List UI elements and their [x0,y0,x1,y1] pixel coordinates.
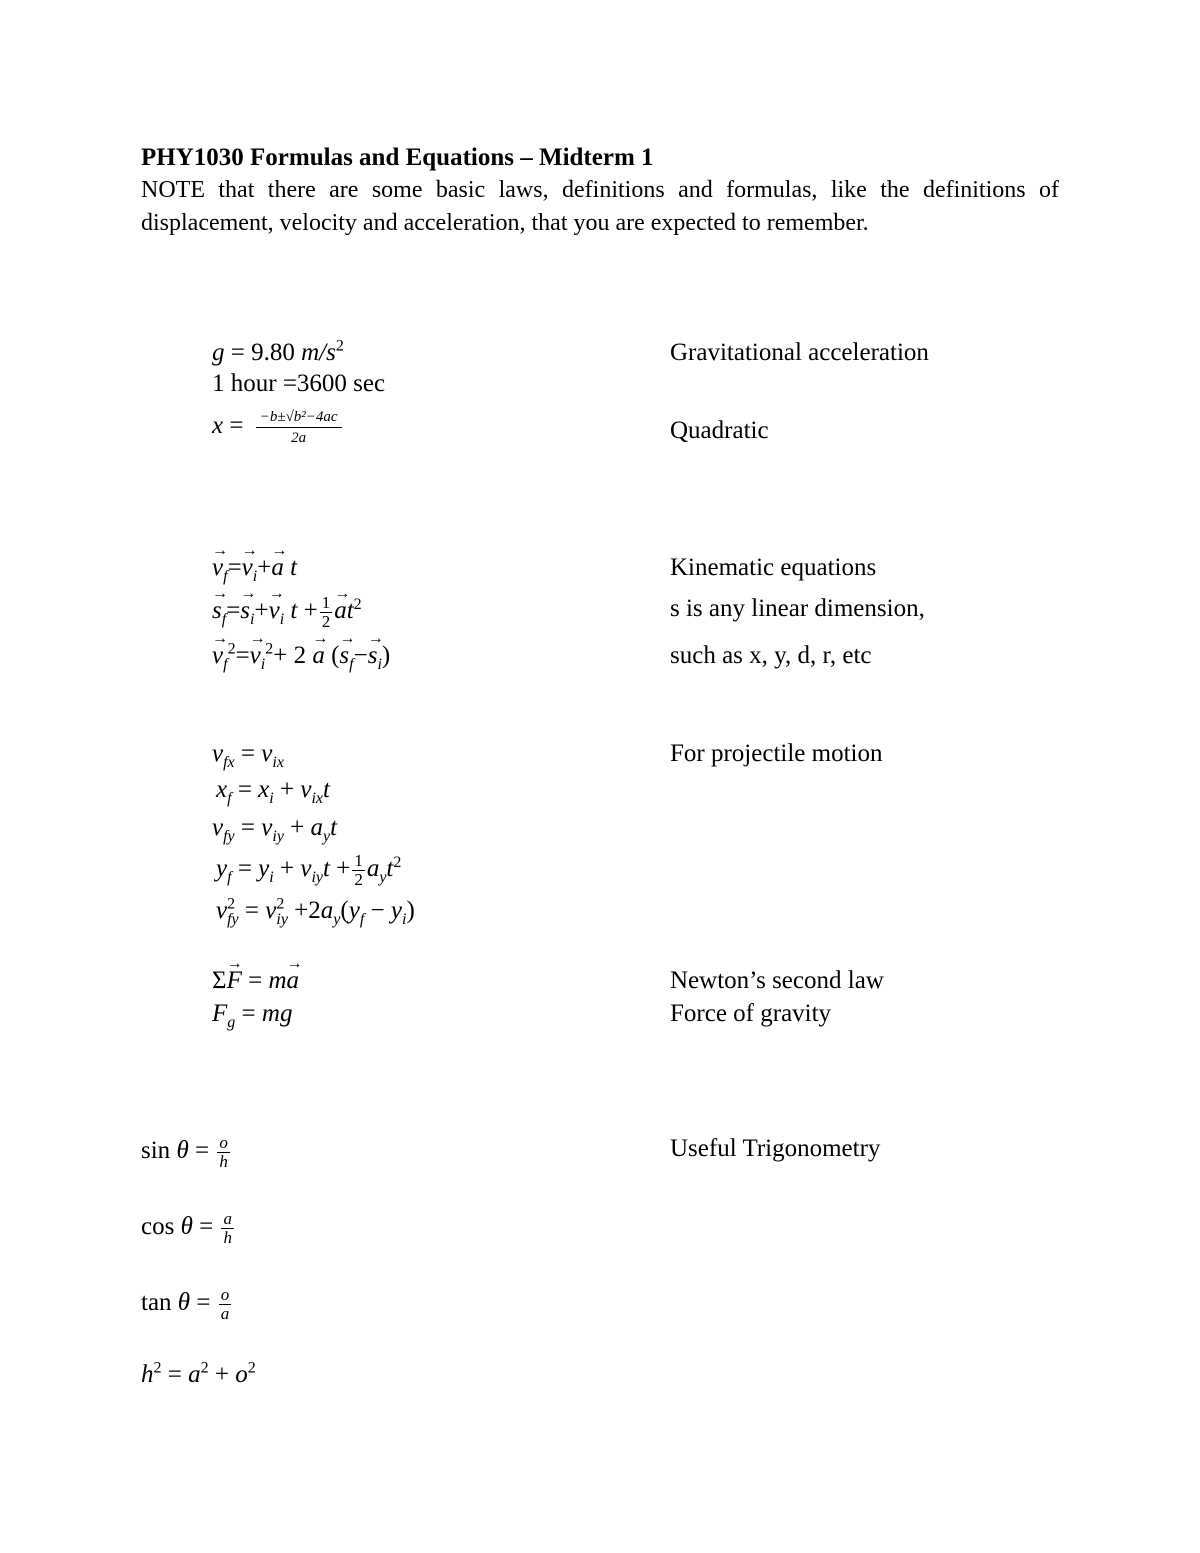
quadratic-denominator: 2a [291,430,307,446]
linear-dimension-note: s is any linear dimension, [670,595,925,622]
newton-second-law-equation: Σ→ F = m→ a [212,966,299,996]
projectile-label: For projectile motion [670,740,883,767]
projectile-vx-equation: $v_{fx} = v_{ix}$ [212,740,284,771]
tan-word: tan [141,1289,172,1317]
newton-second-law-label: Newton’s second law [670,967,884,994]
intro-note: NOTE that there are some basic laws, definitions and formulas, like the definitions of displacement, velocity and acceleration, that you are expected to remember. [141,177,1059,236]
quadratic-label: Quadratic [670,417,769,444]
quadratic-numerator: −b±√b²−4ac [256,407,342,428]
projectile-y-equation: $y_f = y_i + v_{iy}t$ + $\frac{1}{2}$ $a_yt^2$ [216,851,402,889]
hour-conversion: 1 hour =3600 sec [212,370,386,397]
trigonometry-label: Useful Trigonometry [670,1135,881,1162]
quadratic-fraction [256,407,342,448]
projectile-vy-squared-equation: $v^2_{fy} = v^2_{iy} +2a_y(y_f - y_i)$ [216,895,415,928]
gravity-force-equation: $F_g$ = mg [212,1000,293,1031]
kinematic-label: Kinematic equations [670,554,877,581]
kinematic-velocity-equation: → $v_f=\to v_i+\to a$ t [212,553,297,583]
gravity-unit: m/s [301,339,336,366]
sine-equation: sin θ = $\frac{o}{h}$ [141,1133,228,1171]
kinematic-velocity-squared-equation: → $v_f^2=\to v_i^2+ 2 \to a$ (→ $s_f-\to s_i$) [212,641,390,671]
gravity-value: 9.80 [251,339,295,366]
cos-word: cos [141,1213,175,1241]
kinematic-position-equation: → $s_f=\to s_i+\to v_i$ t + $\frac{1}{2}$ → $at^2$ [212,594,362,631]
cosine-equation: cos θ = $\frac{a}{h}$ [141,1209,232,1247]
tangent-equation: tan θ = $\frac{o}{a}$ [141,1285,230,1323]
sin-word: sin [141,1137,171,1165]
gravity-label: Gravitational acceleration [670,339,929,366]
projectile-vy-equation: $v_{fy} = v_{iy} + a_yt$ [212,814,338,845]
linear-dimension-examples: such as x, y, d, r, etc [670,642,872,669]
gravity-equation: g = 9.80 $m/s^2$ [212,337,344,366]
projectile-x-equation: $x_f = x_i + v_{ix}t$ [216,776,330,807]
document-title: PHY1030 Formulas and Equations – Midterm 1 [141,144,654,171]
gravity-force-label: Force of gravity [670,1000,832,1027]
quadratic-formula: x = $\frac{\text{−b±√b²−4ac}}{2a}$ [212,407,342,448]
pythagorean-equation: $h^2 = a^2 + o^2$ [141,1359,256,1388]
